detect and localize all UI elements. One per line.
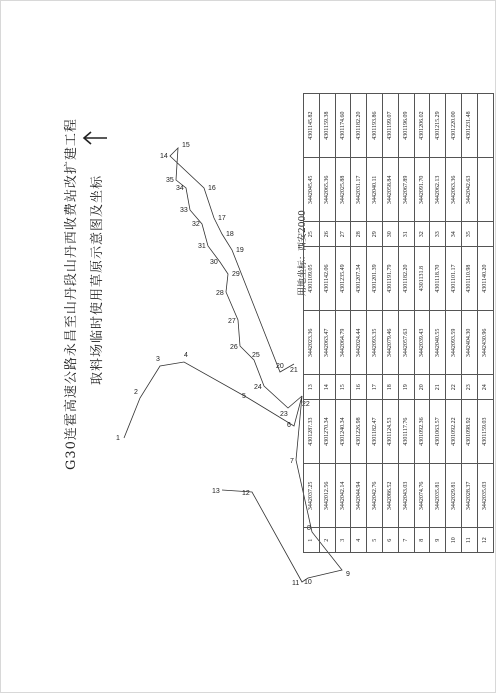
table-cell: 18 (382, 375, 398, 400)
table-cell: 3442045.45 (304, 158, 320, 222)
point-label: 16 (208, 185, 216, 192)
point-label: 3 (156, 356, 160, 363)
table-cell: 4301101.17 (446, 247, 462, 311)
table-cell: 3442029.81 (446, 464, 462, 528)
table-cell: 4301182.20 (351, 94, 367, 158)
table-cell: 3442031.17 (351, 158, 367, 222)
table-cell: 3442063.36 (446, 158, 462, 222)
table-cell: 3442091.70 (414, 158, 430, 222)
table-row (319, 94, 335, 553)
table-cell: 25 (304, 222, 320, 247)
table-cell: 3442430.96 (477, 311, 493, 375)
table-cell: 4301092.22 (446, 400, 462, 464)
point-label: 11 (292, 580, 300, 587)
table-cell: 5 (367, 528, 383, 553)
table-cell: 1 (304, 528, 320, 553)
table-row (414, 94, 430, 553)
table-row (382, 94, 398, 553)
table-cell: 34 (446, 222, 462, 247)
table-cell: 3442044.94 (351, 464, 367, 528)
table-cell: 3442024.44 (351, 311, 367, 375)
table-cell: 3442058.84 (382, 158, 398, 222)
table-cell: 4301240.34 (335, 400, 351, 464)
table-cell: 3442404.30 (461, 311, 477, 375)
table-cell: 3442043.03 (398, 464, 414, 528)
table-cell: 4301182.20 (398, 247, 414, 311)
table-cell: 35 (461, 222, 477, 247)
table-cell: 4301098.92 (461, 400, 477, 464)
point-label: 5 (242, 393, 246, 400)
table-caption: 用地坐标：西安2000 (298, 210, 308, 296)
table-cell: 27 (335, 222, 351, 247)
table-cell: 4301118.70 (430, 247, 446, 311)
table-cell (477, 94, 493, 158)
point-label: 34 (176, 185, 184, 192)
table-cell (477, 158, 493, 222)
table-cell: 4301191.79 (382, 247, 398, 311)
table-cell: 4301226.98 (351, 400, 367, 464)
table-cell: 4301207.34 (351, 247, 367, 311)
table-cell: 3442062.13 (430, 158, 446, 222)
point-label: 25 (252, 352, 260, 359)
point-label: 23 (280, 411, 288, 418)
table-cell: 28 (351, 222, 367, 247)
table-row (304, 94, 320, 553)
document-title: G30连霍高速公路永昌至山丹段山丹西收费站改扩建工程 (64, 118, 79, 470)
table-cell: 3442035.81 (430, 464, 446, 528)
table-row (477, 94, 493, 553)
table-cell: 4301145.82 (304, 94, 320, 158)
point-label: 26 (230, 344, 238, 351)
table-cell: 4301270.34 (319, 400, 335, 464)
table-cell: 3442067.89 (398, 158, 414, 222)
table-cell: 17 (367, 375, 383, 400)
point-label: 1 (116, 435, 120, 442)
point-label: 13 (212, 488, 220, 495)
table-cell: 3442093.35 (367, 311, 383, 375)
table-cell: 3442040.55 (430, 311, 446, 375)
table-cell: 13 (304, 375, 320, 400)
point-label: 4 (184, 352, 188, 359)
table-cell: 4301131.8 (414, 247, 430, 311)
point-label: 30 (210, 259, 218, 266)
table-cell: 16 (351, 375, 367, 400)
point-label: 32 (192, 221, 200, 228)
table-cell: 11 (461, 528, 477, 553)
table-row (446, 94, 462, 553)
table-cell: 3442039.43 (414, 311, 430, 375)
table-cell: 30 (382, 222, 398, 247)
table-cell: 4301110.98 (461, 247, 477, 311)
table-cell: 3442042.14 (335, 464, 351, 528)
point-label: 29 (232, 271, 240, 278)
table-cell: 3442064.79 (335, 311, 351, 375)
table-cell: 3442037.25 (304, 464, 320, 528)
point-label: 2 (134, 389, 138, 396)
table-cell: 6 (382, 528, 398, 553)
table-cell: 4301206.02 (414, 94, 430, 158)
point-label: 27 (228, 318, 236, 325)
table-cell: 20 (414, 375, 430, 400)
table-cell: 9 (430, 528, 446, 553)
table-cell: 3 (335, 528, 351, 553)
table-row (351, 94, 367, 553)
table-cell: 4301124.53 (382, 400, 398, 464)
table-cell: 3442074.76 (414, 464, 430, 528)
point-label: 33 (180, 207, 188, 214)
table-cell: 3442035.03 (477, 464, 493, 528)
table-cell: 3442086.52 (382, 464, 398, 528)
table-cell: 23 (461, 375, 477, 400)
table-cell: 26 (319, 222, 335, 247)
table-cell: 3442057.63 (398, 311, 414, 375)
table-cell: 4301231.48 (461, 94, 477, 158)
table-row (335, 94, 351, 553)
table-cell: 4301159.03 (477, 400, 493, 464)
table-cell: 430128?.33 (304, 400, 320, 464)
table-cell: 32 (414, 222, 430, 247)
point-label: 22 (302, 401, 310, 408)
table-row (398, 94, 414, 553)
table-cell: 3442042.76 (367, 464, 383, 528)
point-label: 21 (290, 367, 298, 374)
table-cell: 4301174.60 (335, 94, 351, 158)
table-cell: 3442025.88 (335, 158, 351, 222)
point-label: 24 (254, 384, 262, 391)
table-cell: 14 (319, 375, 335, 400)
table-cell: 4301140.20 (477, 247, 493, 311)
table-cell: 4301092.36 (414, 400, 430, 464)
table-cell (477, 222, 493, 247)
document-subtitle: 取料场临时使用草原示意图及坐标 (90, 174, 105, 385)
point-label: 19 (236, 247, 244, 254)
table-row (367, 94, 383, 553)
point-label: 35 (166, 177, 174, 184)
point-label: 6 (287, 422, 291, 429)
table-cell: 3442042.63 (461, 158, 477, 222)
coordinate-table (303, 93, 494, 553)
table-cell: 12 (477, 528, 493, 553)
point-label: 8 (307, 525, 311, 532)
table-cell: 4301182.47 (367, 400, 383, 464)
table-cell: 19 (398, 375, 414, 400)
table-cell: 4301117.76 (398, 400, 414, 464)
table-cell: 4301201.39 (367, 247, 383, 311)
table-cell: 4 (351, 528, 367, 553)
table-cell: 4301215.29 (430, 94, 446, 158)
table-cell: 4301159.38 (319, 94, 335, 158)
table-cell: 2 (319, 528, 335, 553)
point-label: 10 (304, 579, 312, 586)
table-cell: 21 (430, 375, 446, 400)
table-cell: 4301063.57 (430, 400, 446, 464)
table-cell: 4301199.07 (382, 94, 398, 158)
table-cell: 4301196.09 (398, 94, 414, 158)
table-cell: 3442079.46 (382, 311, 398, 375)
table-cell: 3442063.47 (319, 311, 335, 375)
table-cell: 3442028.37 (461, 464, 477, 528)
table-row (461, 94, 477, 553)
point-label: 28 (216, 290, 224, 297)
table-cell: 4301142.06 (319, 247, 335, 311)
table-cell: 4301220.00 (446, 94, 462, 158)
table-cell: 7 (398, 528, 414, 553)
table-cell: 3442012.56 (319, 464, 335, 528)
point-label: 18 (226, 231, 234, 238)
table-cell: 33 (430, 222, 446, 247)
table-cell: 3442093.59 (446, 311, 462, 375)
table-cell: 4301193.86 (367, 94, 383, 158)
point-label: 14 (160, 153, 168, 160)
table-cell: 8 (414, 528, 430, 553)
table-cell: 3442065.36 (319, 158, 335, 222)
table-cell: 4301109.05 (304, 247, 320, 311)
point-label: 9 (346, 571, 350, 578)
point-label: 12 (242, 490, 250, 497)
table-cell: 3442040.11 (367, 158, 383, 222)
table-cell: 29 (367, 222, 383, 247)
table-cell: 3442023.36 (304, 311, 320, 375)
point-label: 31 (198, 243, 206, 250)
point-label: 17 (218, 215, 226, 222)
table-cell: 31 (398, 222, 414, 247)
table-cell: 24 (477, 375, 493, 400)
point-label: 7 (290, 458, 294, 465)
table-cell: 15 (335, 375, 351, 400)
table-cell: 4301235.49 (335, 247, 351, 311)
point-label: 20 (276, 363, 284, 370)
table-row (430, 94, 446, 553)
point-label: 15 (182, 142, 190, 149)
table-cell: 10 (446, 528, 462, 553)
table-cell: 22 (446, 375, 462, 400)
